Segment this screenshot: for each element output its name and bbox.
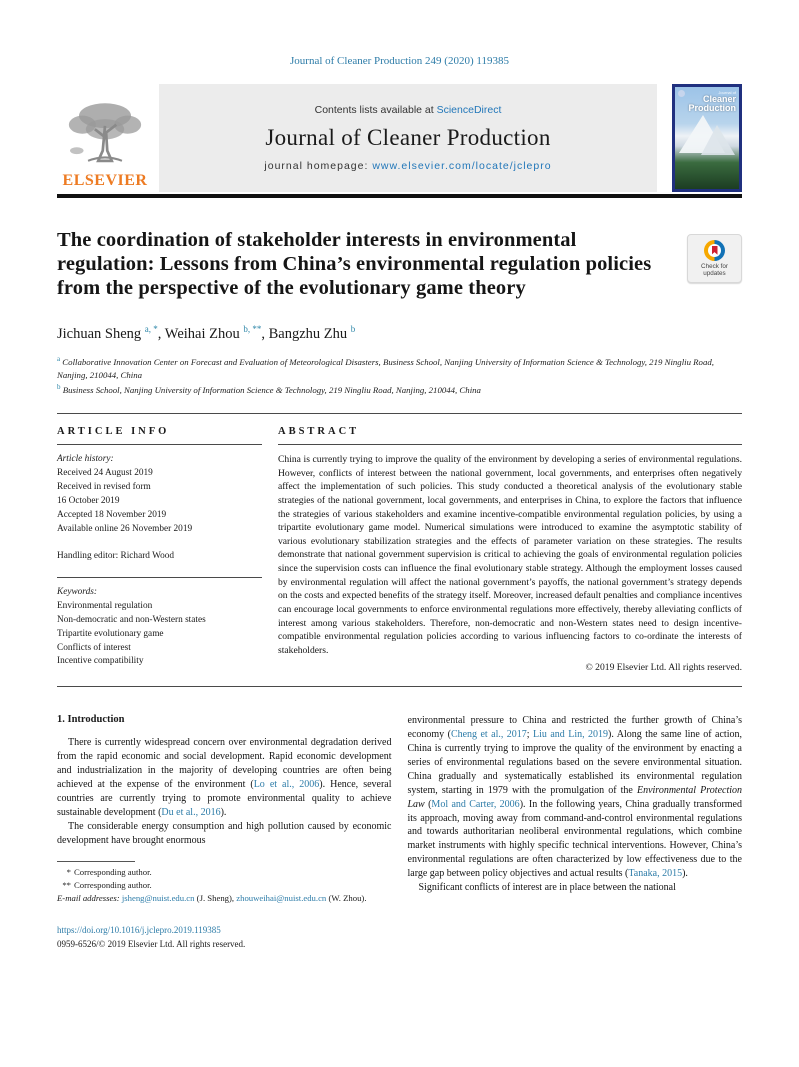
running-head-citation: Journal of Cleaner Production 249 (2020) 119385 [290, 55, 509, 67]
info-abstract-section [57, 414, 742, 673]
paragraph-text: ). In the following years, China gradually transformed its approach, moving away from command-and-control environmental regulations and towards authoritarian neoliberal environmental regulations, which combine market instruments with highly specific technical interventions. However, China’s environmental regulations are often characterized by low effectiveness due to the large gap between policy objectives and actual results ( [407, 798, 742, 880]
author-2 [164, 323, 269, 342]
cover-title [689, 90, 737, 114]
email-owner-1: (J. Sheng), [194, 892, 237, 903]
body-columns [57, 714, 742, 951]
paragraph: The considerable energy consumption and high pollution caused by economic development have brought enormous [57, 820, 392, 846]
email-owner-2: (W. Zhou). [326, 892, 367, 903]
check-for-updates-icon [704, 240, 725, 261]
citation-liu-lin-2019[interactable]: Liu and Lin, 2019 [533, 729, 609, 741]
author-2-affiliation-mark[interactable]: b, ** [243, 323, 262, 334]
paragraph-text: There is currently widespread concern over environmental degradation derived from the rapid economic and social development. Rapid economic development and industrialization in the majority of developing countries are often being achieved at the expense of the environment ( [57, 737, 392, 790]
cover-title-line2: Production [688, 103, 736, 114]
journal-homepage-link[interactable]: www.elsevier.com/locate/jclepro [372, 160, 552, 172]
check-label-line1: Check for [701, 262, 728, 270]
cover-journal-of: Journal of [718, 90, 736, 95]
author-1-name: Jichuan Sheng [57, 325, 142, 342]
author-1 [57, 323, 165, 342]
law-title-italic: Environmental Protection Law [407, 784, 742, 810]
paragraph-text: ; [526, 729, 534, 741]
info-section-bottom-rule [57, 686, 742, 687]
elsevier-logo [57, 84, 153, 192]
footnote-2-text: Corresponding author. [74, 880, 152, 891]
author-list [57, 324, 742, 343]
contents-prefix: Contents lists available at [314, 104, 437, 116]
history-line: Available online 26 November 2019 [57, 523, 193, 534]
citation-tanaka-2015[interactable]: Tanaka, 2015 [628, 868, 683, 880]
paragraph-text: ). Along the same line of action, China is currently trying to improve the quality of the environment by enacting a series of environmental regulations based on the severe environmental situation. China gradually and systematically established its environmental regulation system, starting in 1979 with the promulgation of the [407, 729, 742, 796]
footnote-2 [57, 879, 392, 892]
paragraph [57, 736, 392, 819]
homepage-prefix: journal homepage: [264, 160, 373, 172]
footnote-rule [57, 861, 135, 862]
email-label: E-mail addresses: [57, 892, 120, 903]
abstract-copyright: © 2019 Elsevier Ltd. All rights reserved. [585, 662, 742, 674]
journal-cover-thumbnail [672, 84, 742, 192]
paragraph-text: environmental pressure to China and restricted the further growth of China’s economy ( [407, 715, 742, 741]
keyword: Conflicts of interest [57, 642, 131, 653]
journal-homepage-line [264, 160, 551, 172]
check-for-updates-label [701, 263, 728, 277]
paragraph-text: ). [220, 806, 227, 818]
article-info-column [57, 414, 262, 673]
cover-title-line1: Cleaner [702, 94, 736, 104]
affiliation-a [57, 354, 742, 382]
author-3-affiliation-mark[interactable]: b [350, 323, 356, 334]
history-line: Accepted 18 November 2019 [57, 509, 167, 520]
footnote-1-mark: * [66, 867, 71, 878]
keyword: Non-democratic and non-Western states [57, 614, 206, 625]
elsevier-wordmark: ELSEVIER [62, 172, 148, 189]
article-info-body [57, 445, 262, 669]
keyword: Incentive compatibility [57, 656, 144, 667]
bookmark-icon [712, 246, 718, 255]
keywords-divider [57, 577, 262, 670]
author-3 [268, 323, 356, 342]
journal-masthead [159, 84, 657, 192]
author-3-name: Bangzhu Zhu [268, 325, 348, 342]
handling-editor: Handling editor: Richard Wood [57, 550, 175, 561]
cover-logo-dot [678, 90, 685, 97]
abstract-heading: ABSTRACT [278, 414, 742, 445]
author-2-name: Weihai Zhou [164, 325, 240, 342]
left-column [57, 714, 392, 951]
article-info-heading: ARTICLE INFO [57, 414, 262, 445]
elsevier-tree-icon [65, 101, 145, 171]
article-title: The coordination of stakeholder interests in environmental regulation: Lessons from China’s environmental regulation policies from the perspective of the evolutionary game theory [57, 229, 652, 299]
footnote-1-text: Corresponding author. [74, 867, 152, 878]
title-row [57, 229, 742, 301]
check-for-updates-badge[interactable] [687, 234, 742, 283]
affiliation-b [57, 382, 742, 397]
footnote-1 [57, 866, 392, 879]
citation-lo-2006[interactable]: Lo et al., 2006 [253, 779, 320, 790]
paragraph-text: ( [424, 798, 432, 810]
email-addresses [57, 892, 392, 905]
badge-wrap [665, 229, 742, 301]
paragraph: Significant conflicts of interest are in place between the national [418, 882, 676, 894]
journal-cover-art [675, 87, 739, 189]
paragraph [408, 714, 743, 881]
footnote-2-mark: ** [62, 880, 71, 891]
introduction-heading: 1. Introduction [57, 714, 125, 726]
doi-block [57, 924, 392, 951]
email-link-zhouweihai[interactable]: zhouweihai@nuist.edu.cn [236, 892, 327, 903]
author-sep-1: , [157, 325, 165, 342]
check-label-line2: updates [703, 270, 726, 277]
keyword: Environmental regulation [57, 600, 153, 611]
footnotes [57, 861, 392, 904]
keyword: Tripartite evolutionary game [57, 628, 164, 639]
abstract-column [262, 414, 742, 673]
affiliations [57, 354, 742, 397]
history-line: Received in revised form [57, 482, 151, 493]
author-sep-2: , [261, 325, 269, 342]
history-line: Received 24 August 2019 [57, 468, 153, 479]
issn-copyright-line: 0959-6526/© 2019 Elsevier Ltd. All rights reserved. [57, 938, 246, 949]
paragraph-text: ). [682, 868, 688, 880]
contents-list-line [315, 104, 502, 116]
citation-du-2016[interactable]: Du et al., 2016 [161, 806, 221, 818]
email-link-jsheng[interactable]: jsheng@nuist.edu.cn [121, 892, 195, 903]
keywords-label: Keywords: [57, 586, 97, 597]
affiliation-b-mark: b [57, 383, 61, 392]
author-1-affiliation-mark[interactable]: a, * [144, 323, 158, 334]
history-line: 16 October 2019 [57, 496, 120, 506]
affiliation-a-text: Collaborative Innovation Center on Forecast and Evaluation of Meteorological Disasters, Business School, Nanjing University of Information Science & Technology, 219 Ningliu Road, Nanjing, 210044, China [57, 356, 714, 380]
affiliation-b-text: Business School, Nanjing University of Information Science & Technology, 219 Ningliu Road, Nanjing, 210044, China [60, 385, 481, 395]
paragraph-text: ). Hence, several countries are currently trying to promote environmental quality to achieve sustainable development ( [57, 779, 392, 818]
citation-cheng-2017[interactable]: Cheng et al., 2017 [450, 729, 527, 741]
doi-link[interactable]: https://doi.org/10.1016/j.jclepro.2019.119385 [57, 925, 221, 936]
journal-header [57, 84, 742, 192]
right-column [408, 714, 743, 951]
affiliation-a-mark: a [57, 354, 61, 363]
sciencedirect-link[interactable]: ScienceDirect [436, 104, 502, 116]
abstract-text: China is currently trying to improve the quality of the environment by developing a series of environmental regulations. However, conflicts of interest between the national government, local governments, and enterprises often negatively affect the implementation of such policies. This study conducted a theoretical analysis of the evolutionary stable strategies of the national government, local governments, and enterprises in China, to explore the factors that influence the strategies of various stakeholders and examine incentive-compatible environmental regulation policies, by using a tripartite evolutionary game model. Numerical simulations were introduced to examine the asymptotic stability of various evolutionary stabilization strategies and the effects of parameter variation on these strategies. The results demonstrate that national government supervision is critical to achieving the goals of environmental regulation policies since the supervision costs can influence the final evolutionary stable strategy. Although the employment losses caused by environmental regulation will affect the national government’s payoffs, the national government’s strategy depends on the costs and expected benefits of the strategy itself. Moreover, increased default penalties and compliance incentives can encourage local governments to enforce environmental regulations more effectively, thereby alleviating conflicts of interest among various stakeholders. Therefore, non-democratic and non-Western states need to design incentive-compatible environmental regulation policies according to various influencing factors to co-ordinate the interests of stakeholders. [278, 454, 742, 656]
journal-title: Journal of Cleaner Production [265, 125, 551, 150]
article-history-label: Article history: [57, 454, 114, 465]
citation-mol-carter-2006[interactable]: Mol and Carter, 2006 [431, 798, 520, 810]
header-divider-bar [57, 194, 742, 198]
